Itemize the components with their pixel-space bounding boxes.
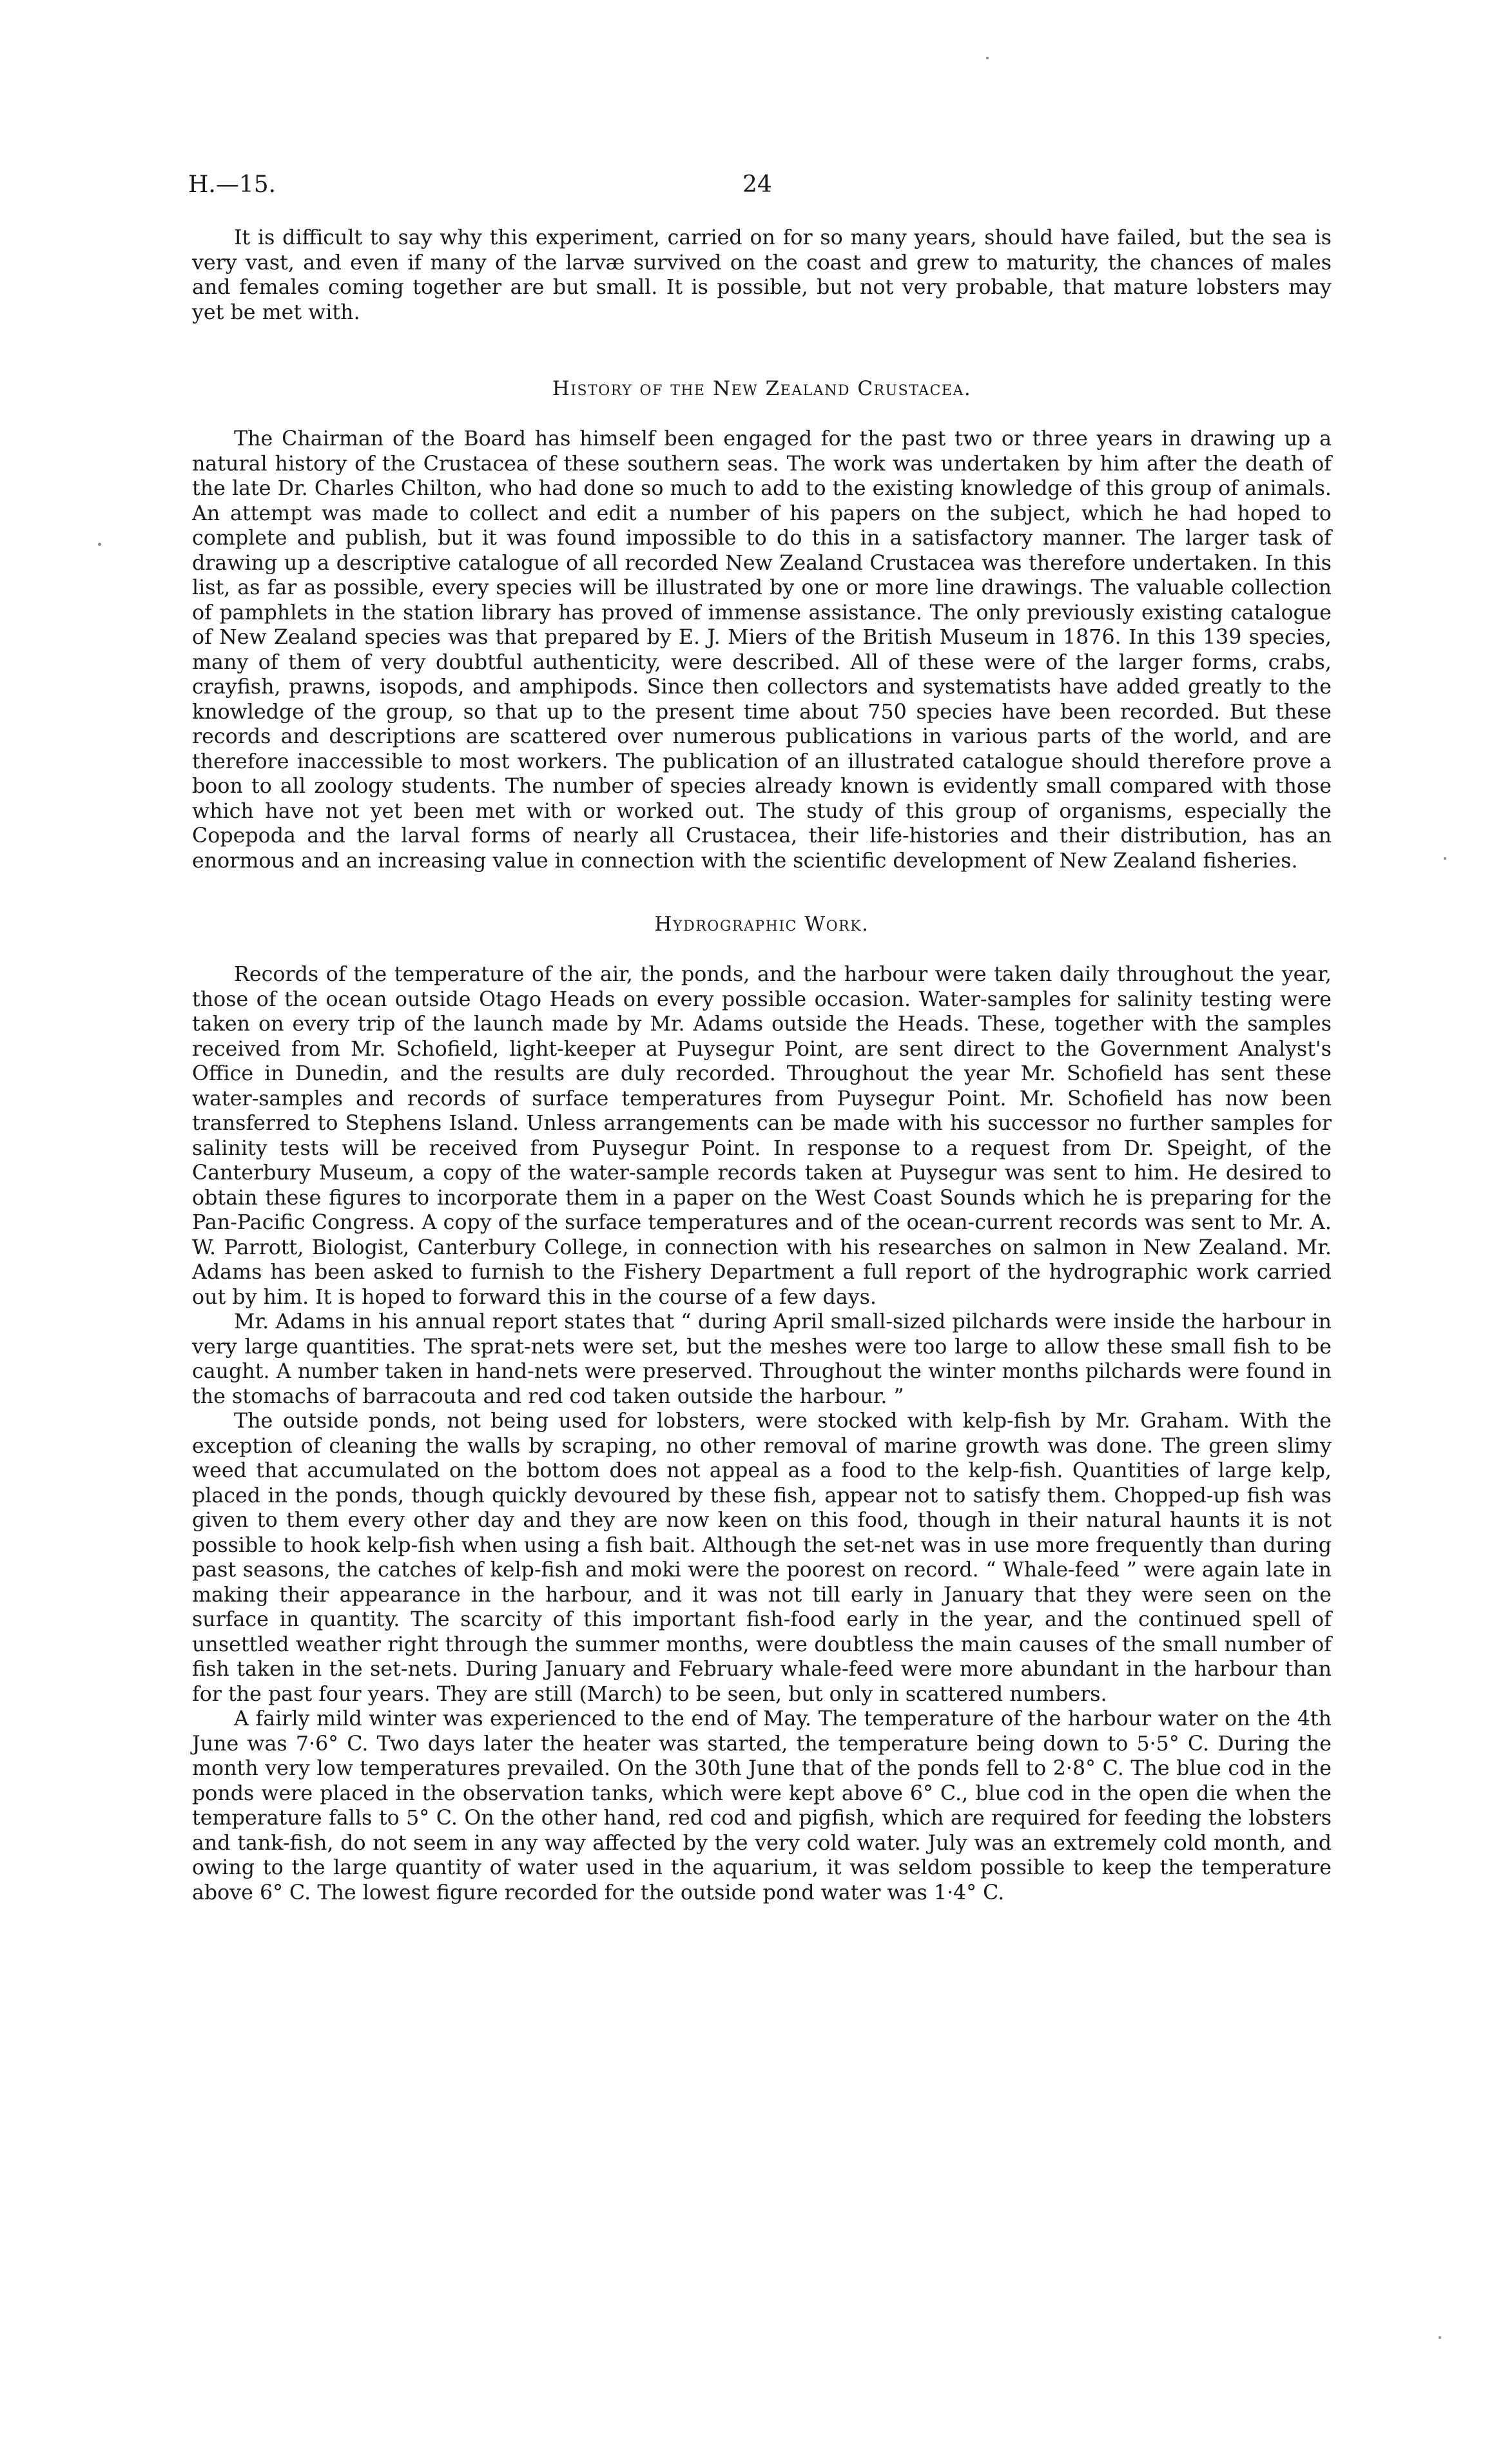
body-text [192, 226, 1332, 1905]
hydrographic-paragraph-4: A fairly mild winter was experienced to the end of May. The temperature of the harbour water on the 4th June was 7·6° C. Two days later the heater was started, the temperature being down to 5·5° C. During the month very low temperatures prevailed. On the 30th June that of the ponds fell to 2·8° C. The blue cod in the ponds were placed in the observation tanks, which were kept above 6° C., blue cod in the open die when the temperature falls to 5° C. On the other hand, red cod and pigfish, which are required for feeding the lobsters and tank-fish, do not seem in any way affected by the very cold water. July was an extremely cold month, and owing to the large quantity of water used in the aquarium, it was seldom possible to keep the temperature above 6° C. The lowest figure recorded for the outside pond water was 1·4° C. [192, 1707, 1332, 1904]
scan-speck [1439, 2336, 1441, 2339]
intro-paragraph: It is difficult to say why this experiment, carried on for so many years, should have failed, but the sea is very vast, and even if many of the larvæ survived on the coast and grew to maturity, the chances of males and females coming together are but small. It is possible, but not very probable, that mature lobsters may yet be met with. [192, 226, 1332, 324]
scan-speck [98, 543, 101, 546]
document-reference: H.—15. [188, 171, 276, 198]
running-header [188, 169, 1332, 201]
history-paragraph: The Chairman of the Board has himself been engaged for the past two or three years in drawing up a natural history of the Crustacea of these southern seas. The work was undertaken by him after the death of the late Dr. Charles Chilton, who had done so much to add to the existing knowledge of this group of animals. An attempt was made to collect and edit a number of his papers on the subject, which he had hoped to complete and publish, but it was found impossible to do this in a satisfactory manner. The larger task of drawing up a descriptive catalogue of all recorded New Zealand Crustacea was therefore undertaken. In this list, as far as possible, every species will be illustrated by one or more line drawings. The valuable collection of pamphlets in the station library has proved of immense assistance. The only previously existing catalogue of New Zealand species was that prepared by E. J. Miers of the British Museum in 1876. In this 139 species, many of them of very doubtful authenticity, were described. All of these were of the larger forms, crabs, crayfish, prawns, isopods, and amphipods. Since then collectors and systematists have added greatly to the knowledge of the group, so that up to the present time about 750 species have been recorded. But these records and descriptions are scattered over numerous publications in various parts of the world, and are therefore inaccessible to most workers. The publication of an illustrated catalogue should therefore prove a boon to all zoology students. The number of species already known is evidently small compared with those which have not yet been met with or worked out. The study of this group of organisms, especially the Copepoda and the larval forms of nearly all Crustacea, their life-histories and their distribution, has an enormous and an increasing value in connection with the scientific development of New Zealand fisheries. [192, 427, 1332, 873]
page-number: 24 [742, 171, 772, 198]
hydrographic-paragraph-2: Mr. Adams in his annual report states that “ during April small-sized pilchards were inside the harbour in very large quantities. The sprat-nets were set, but the meshes were too large to allow these small fish to be caught. A number taken in hand-nets were preserved. Throughout the winter months pilchards were found in the stomachs of barracouta and red cod taken outside the harbour. ” [192, 1310, 1332, 1408]
scan-speck [986, 57, 989, 59]
scan-speck [1444, 857, 1446, 860]
hydrographic-heading: Hydrographic Work. [654, 913, 869, 936]
history-heading: History of the New Zealand Crustacea. [552, 377, 972, 400]
hydrographic-paragraph-3: The outside ponds, not being used for lobsters, were stocked with kelp-fish by Mr. Graham. With the exception of cleaning the walls by scraping, no other removal of marine growth was done. The green slimy weed that accumulated on the bottom does not appeal as a food to the kelp-fish. Quantities of large kelp, placed in the ponds, though quickly devoured by these fish, appear not to satisfy them. Chopped-up fish was given to them every other day and they are now keen on this food, though in their natural haunts it is not possible to hook kelp-fish when using a fish bait. Although the set-net was in use more frequently than during past seasons, the catches of kelp-fish and moki were the poorest on record. “ Whale-feed ” were again late in making their appearance in the harbour, and it was not till early in January that they were seen on the surface in quantity. The scarcity of this important fish-food early in the year, and the continued spell of unsettled weather right through the summer months, were doubtless the main causes of the small number of fish taken in the set-nets. During January and February whale-feed were more abundant in the harbour than for the past four years. They are still (March) to be seen, but only in scattered numbers. [192, 1410, 1332, 1706]
hydrographic-paragraph-1: Records of the temperature of the air, the ponds, and the harbour were taken daily throughout the year, those of the ocean outside Otago Heads on every possible occasion. Water-samples for salinity testing were taken on every trip of the launch made by Mr. Adams outside the Heads. These, together with the samples received from Mr. Schofield, light-keeper at Puysegur Point, are sent direct to the Government Analyst's Office in Dunedin, and the results are duly recorded. Throughout the year Mr. Schofield has sent these water-samples and records of surface temperatures from Puysegur Point. Mr. Schofield has now been transferred to Stephens Island. Unless arrangements can be made with his successor no further samples for salinity tests will be received from Puysegur Point. In response to a request from Dr. Speight, of the Canterbury Museum, a copy of the water-sample records taken at Puysegur was sent to him. He desired to obtain these figures to incorporate them in a paper on the West Coast Sounds which he is preparing for the Pan-Pacific Congress. A copy of the surface temperatures and of the ocean-current records was sent to Mr. A. W. Parrott, Biologist, Canterbury College, in connection with his researches on salmon in New Zealand. Mr. Adams has been asked to furnish to the Fishery Department a full report of the hydrographic work carried out by him. It is hoped to forward this in the course of a few days. [192, 963, 1332, 1309]
